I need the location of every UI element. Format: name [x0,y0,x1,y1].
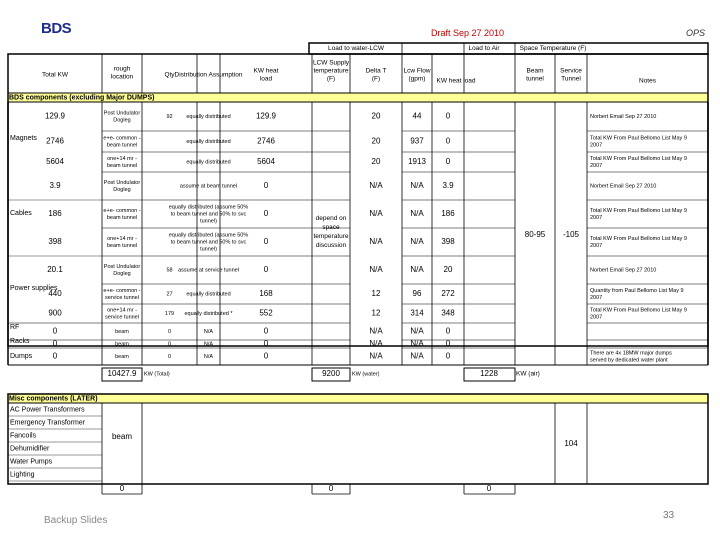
row-distribution: N/A [203,353,214,360]
row-flow: N/A [410,265,424,275]
row-heat-load: 0 [263,209,269,219]
row-heat-load: 0 [263,339,269,349]
col-notes: Notes [639,77,656,85]
category-power-supplies: Power supplies [10,284,58,292]
row-note: Total KW From Paul Bellomo List May 9 [590,307,687,314]
row-note: Total KW From Paul Bellomo List May 9 [590,235,687,242]
row-location: Dogleg [113,117,131,124]
row-qty: 0 [167,353,172,360]
row-delta-t: 20 [371,136,381,146]
row-total-kw: 129.9 [44,111,66,121]
misc-service-tunnel: 104 [564,439,578,449]
col-flow: Lcw Flow [403,67,431,75]
misc-item: Dehumidifier [10,445,50,453]
col-air-heat-load: KW heat load [436,77,476,85]
col-delta-t: Delta T [365,67,387,75]
row-note: There are 4x 18MW major dumps [590,350,672,357]
row-air-load: 348 [441,308,455,318]
row-qty: 0 [167,341,172,348]
row-air-load: 20 [443,265,453,275]
row-total-kw: 0 [52,339,58,349]
row-delta-t: 20 [371,111,381,121]
row-total-kw: 398 [48,237,62,247]
row-heat-load: 5604 [257,157,275,167]
lcw-merged-note: space [322,224,340,232]
row-location: beam tunnel [106,214,138,221]
misc-total-water: 0 [328,484,334,494]
row-qty: 92 [166,113,173,120]
row-location: Post Undulator [103,263,141,270]
row-distribution: tunnel) [200,246,217,253]
row-distribution: N/A [203,328,214,335]
beam-tunnel-range: 80-95 [524,230,546,240]
row-heat-load: 552 [259,308,273,318]
row-delta-t: 12 [371,289,381,299]
row-flow: N/A [410,339,424,349]
row-note: 2007 [590,242,603,249]
col-service-tunnel: Service [560,67,582,75]
row-location: Post Undulator [103,179,141,186]
row-location: one+14 mr - [107,307,137,314]
row-note: Total KW From Paul Bellomo List May 9 [590,155,687,162]
row-delta-t: N/A [369,265,383,275]
row-total-kw: 20.1 [47,265,63,275]
row-distribution: tunnel) [200,218,217,225]
section1-label: BDS components (excluding Major DUMPS) [9,94,155,102]
misc-item: AC Power Transformers [10,406,85,414]
row-delta-t: N/A [369,351,383,361]
col-rough-location: location [110,73,134,81]
row-flow: N/A [410,351,424,361]
row-note: Norbert Email Sep 27 2010 [590,183,657,190]
row-location: Dogleg [113,270,131,277]
section2-label: Misc components (LATER) [9,395,98,403]
row-qty: 0 [167,328,172,335]
row-heat-load: 2746 [257,136,275,146]
row-air-load: 0 [445,351,451,361]
row-air-load: 186 [441,209,455,219]
row-qty: 27 [166,291,173,298]
category-rf: RF [10,323,20,331]
row-delta-t: N/A [369,209,383,219]
row-flow: 44 [412,111,422,121]
page-number: 33 [663,510,675,521]
row-note: 2007 [590,294,603,301]
service-tunnel-value: -105 [562,230,580,240]
row-location: e+e- common - [103,135,141,142]
row-note: Norbert Email Sep 27 2010 [590,113,657,120]
group-space-temp: Space Temperature (F) [519,45,587,53]
row-distribution: N/A [203,341,214,348]
category-magnets: Magnets [10,134,37,142]
col-lcw-temp: (F) [326,75,336,83]
col-total-kw: Total KW [41,71,69,79]
total-water: 9200 [322,369,340,379]
row-heat-load: 0 [263,351,269,361]
category-cables: Cables [10,209,32,217]
row-distribution: to beam tunnel and 50% to svc [170,239,247,246]
row-note: 2007 [590,314,603,321]
footer-label: Backup Slides [44,515,108,526]
row-total-kw: 900 [48,308,62,318]
row-note: 2007 [590,214,603,221]
col-rough-location: rough [113,65,131,73]
row-air-load: 272 [441,289,455,299]
row-distribution: assume at service tunnel [178,267,239,274]
lcw-merged-note: temperature [313,233,349,241]
row-distribution: equally distributed [186,113,231,120]
row-air-load: 0 [445,157,451,167]
col-distribution: Distribution Assumption [174,71,243,79]
row-flow: N/A [410,237,424,247]
table-text [9,45,687,493]
row-distribution: equally distributed (assume 50% [168,204,249,211]
row-qty: 179 [164,310,175,317]
row-location: service tunnel [105,314,139,321]
row-note: served by dedicated water plant [590,357,668,364]
total-water-label: KW (water) [352,371,380,378]
row-location: Dogleg [113,186,131,193]
row-heat-load: 0 [263,265,269,275]
col-kw-heat-load: KW heat [253,67,279,75]
row-distribution: equally distributed (assume 50% [168,232,249,239]
total-kw: 10427.9 [107,369,137,379]
row-location: beam [115,341,129,348]
row-total-kw: 0 [52,326,58,336]
row-note: Total KW From Paul Bellomo List May 9 [590,135,687,142]
lcw-merged-note: depend on [315,215,347,223]
row-delta-t: N/A [369,181,383,191]
row-air-load: 0 [445,339,451,349]
row-delta-t: 12 [371,308,381,318]
row-location: service tunnel [105,294,139,301]
row-heat-load: 0 [263,181,269,191]
col-beam-tunnel: tunnel [526,75,544,83]
misc-item: Fancoils [10,432,37,440]
row-delta-t: N/A [369,326,383,336]
row-air-load: 0 [445,111,451,121]
row-heat-load: 0 [263,237,269,247]
misc-item: Lighting [10,471,35,479]
row-note: Total KW From Paul Bellomo List May 9 [590,207,687,214]
row-air-load: 0 [445,136,451,146]
col-lcw-temp: LCW Supply [312,59,350,67]
misc-total-kw: 0 [119,484,125,494]
row-distribution: equally distributed [186,291,231,298]
row-flow: 1913 [408,157,426,167]
row-air-load: 0 [445,326,451,336]
row-location: e+e- common - [103,207,141,214]
row-location: beam [115,353,129,360]
row-location: Post Undulator [103,110,141,117]
row-flow: N/A [410,326,424,336]
row-note: Norbert Email Sep 27 2010 [590,267,657,274]
row-distribution: equally distributed * [184,310,233,317]
row-total-kw: 0 [52,351,58,361]
row-total-kw: 186 [48,209,62,219]
col-lcw-temp: temperature [313,67,349,75]
row-delta-t: 20 [371,157,381,167]
total-air: 1228 [480,369,498,379]
misc-item: Emergency Transformer [10,419,86,427]
row-distribution: equally distributed [186,159,231,166]
row-air-load: 3.9 [442,181,454,191]
row-distribution: equally distributed [186,138,231,145]
total-air-label: KW (air) [516,370,540,378]
row-delta-t: N/A [369,339,383,349]
row-location: beam tunnel [106,142,138,149]
row-location: beam [115,328,129,335]
row-total-kw: 440 [48,289,62,299]
category-dumps: Dumps [10,352,33,360]
row-location: one+14 mr - [107,155,137,162]
category-racks: Racks [10,337,30,345]
group-load-air: Load to Air [468,45,500,53]
row-heat-load: 0 [263,326,269,336]
row-heat-load: 168 [259,289,273,299]
row-note: 2007 [590,142,603,149]
row-total-kw: 2746 [46,136,64,146]
ops-label: OPS [686,28,706,38]
page-title: BDS [41,20,72,37]
row-qty: 58 [166,267,173,274]
row-air-load: 398 [441,237,455,247]
row-location: one+14 mr - [107,235,137,242]
total-kw-label: KW (Total) [144,371,170,378]
row-flow: 314 [410,308,424,318]
row-flow: 937 [410,136,424,146]
misc-total-air: 0 [486,484,492,494]
row-note: Quantity from Paul Bellomo List May 9 [590,287,684,294]
row-location: beam tunnel [106,242,138,249]
row-location: beam tunnel [106,162,138,169]
row-heat-load: 129.9 [255,111,277,121]
col-qty: Qty [164,71,175,79]
row-distribution: assume at beam tunnel [179,183,238,190]
misc-location: beam [111,432,133,442]
lcw-merged-note: discussion [315,242,347,250]
group-load-water: Load to water-LCW [328,45,384,53]
row-flow: N/A [410,209,424,219]
row-location: e+e- common - [103,287,141,294]
row-total-kw: 5604 [46,157,64,167]
row-note: 2007 [590,162,603,169]
misc-item: Water Pumps [10,458,53,466]
row-flow: 96 [412,289,422,299]
row-total-kw: 3.9 [49,181,61,191]
col-flow: (gpm) [408,75,426,83]
col-beam-tunnel: Beam [526,67,544,75]
row-distribution: to beam tunnel and 50% to svc [170,211,247,218]
row-flow: N/A [410,181,424,191]
draft-date: Draft Sep 27 2010 [431,28,505,38]
col-delta-t: (F) [371,75,381,83]
col-kw-heat-load: load [259,75,273,83]
col-service-tunnel: Tunnel [561,75,581,83]
row-delta-t: N/A [369,237,383,247]
